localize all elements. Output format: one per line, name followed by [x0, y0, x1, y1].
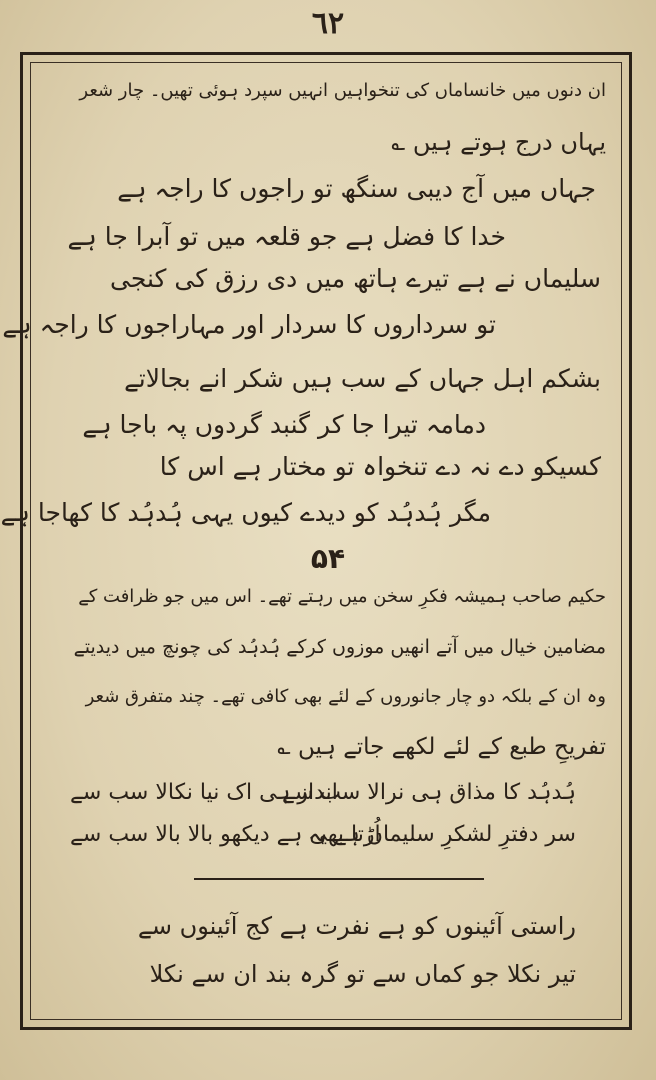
- page-number: ٦٢: [311, 6, 345, 41]
- intro-line-1: ان دنوں میں خانساماں کی تنخواہیں انہیں سپرد ہوئی تھیں۔ چار شعر: [79, 80, 606, 101]
- paragraph-line-2: مضامین خیال میں آتے انھیں موزوں کرکے ہُدہُد کی چونچ میں دیدیتے: [73, 636, 606, 658]
- poem1-verse-7: کسیکو دے نہ دے تنخواہ تو مختار ہے اس کا: [159, 452, 601, 481]
- paragraph-line-4: تفریحِ طبع کے لئے لکھے جاتے ہیں ؎: [277, 734, 606, 760]
- poem1-verse-2: خدا کا فضل ہے جو قلعہ میں تو آبرا جا ہے: [67, 222, 506, 251]
- poem1-verse-1: جہاں میں آج دیبی سنگھ تو راجوں کا راجہ ہے: [117, 174, 596, 203]
- couplet-1-second-hemistich: انداز ہی اک نیا نکالا سب سے: [70, 780, 338, 805]
- section-divider: [194, 878, 484, 880]
- poem1-verse-4: تو سرداروں کا سردار اور مہاراجوں کا راجہ ہے: [2, 310, 496, 339]
- closing-verse-1: راستی آئینوں کو ہے نفرت ہے کج آئینوں سے: [137, 912, 576, 940]
- poem1-verse-3: سلیماں نے ہے تیرے ہاتھ میں دی رزق کی کنجی: [110, 264, 601, 293]
- couplet-2-second-hemistich: اُڑتا بھی ہے دیکھو بالا بالا سب سے: [70, 822, 381, 847]
- poem1-verse-8: مگر ہُدہُد کو دیدے کیوں یہی ہُدہُد کا کھاجا ہے: [0, 498, 491, 527]
- poem1-verse-6: دمامہ تیرا جا کر گنبد گردوں پہ باجا ہے: [82, 410, 486, 439]
- section-marker: ۵۴: [310, 542, 346, 575]
- poem1-verse-5: بشکم اہل جہاں کے سب ہیں شکر انے بجالاتے: [124, 364, 601, 393]
- closing-verse-2: تیر نکلا جو کماں سے تو گرہ بند ان سے نکلا: [149, 960, 576, 988]
- page-border-inner: [30, 62, 622, 1020]
- couplet-1-first-hemistich: ہُدہُد کا مذاق ہی نرالا سب سے: [281, 780, 576, 805]
- paragraph-line-3: وہ ان کے بلکہ دو چار جانوروں کے لئے بھی کافی تھے۔ چند متفرق شعر: [85, 686, 606, 707]
- intro-line-2: یہاں درج ہوتے ہیں ؎: [391, 128, 606, 156]
- paragraph-line-1: حکیم صاحب ہمیشہ فکرِ سخن میں رہتے تھے۔ اس میں جو ظرافت کے: [78, 586, 606, 607]
- couplet-2-first-hemistich: سر دفترِ لشکرِ سلیماں ہے یہ: [308, 822, 576, 847]
